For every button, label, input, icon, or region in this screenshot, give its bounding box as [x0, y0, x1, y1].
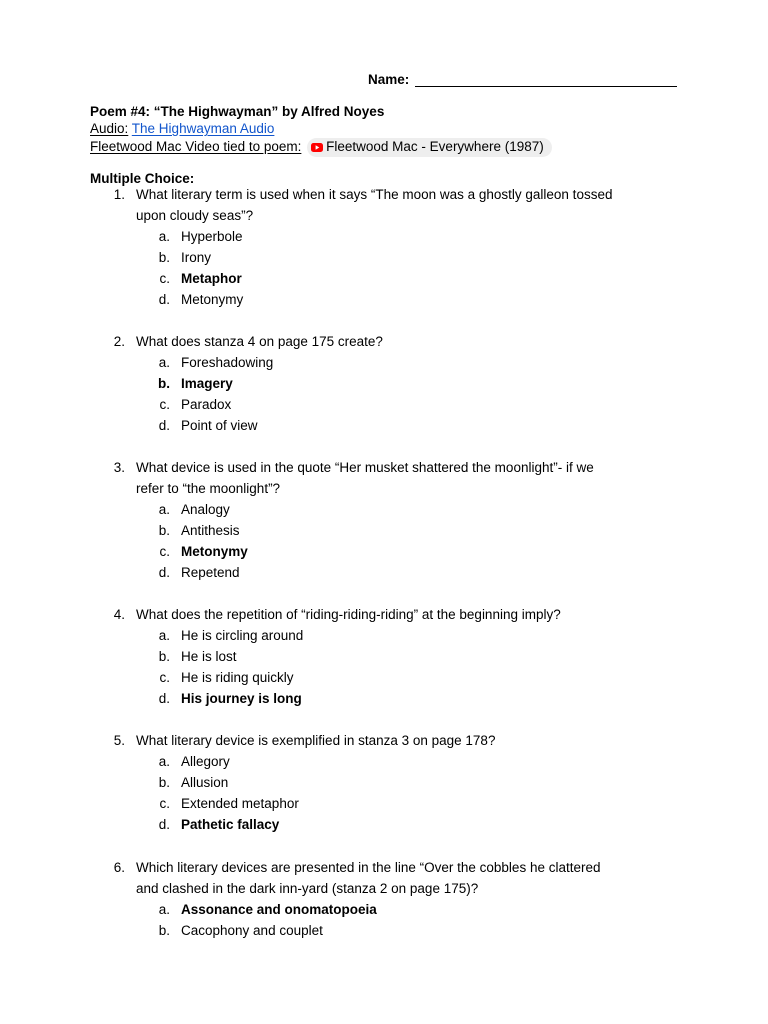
- option-text-answer: Pathetic fallacy: [181, 817, 280, 832]
- question-text: Which literary devices are presented in the line “Over the cobbles he clattered: [136, 860, 601, 875]
- option-letter: c.: [159, 670, 170, 685]
- video-line: [90, 138, 552, 157]
- video-chip-label: Fleetwood Mac - Everywhere (1987): [326, 139, 544, 154]
- video-label: Fleetwood Mac Video tied to poem:: [90, 139, 302, 154]
- question-number: 4.: [113, 607, 125, 622]
- option-text: Paradox: [181, 397, 232, 412]
- section-title: Multiple Choice:: [90, 171, 195, 186]
- question-text: What does stanza 4 on page 175 create?: [136, 334, 383, 349]
- option-letter: d.: [158, 418, 170, 433]
- question-text: and clashed in the dark inn-yard (stanza 2 on page 175)?: [136, 881, 479, 896]
- question-text: What literary term is used when it says “The moon was a ghostly galleon tossed: [136, 187, 613, 202]
- option-letter: a.: [158, 754, 170, 769]
- option-letter: c.: [159, 271, 170, 286]
- name-blank-line[interactable]: [415, 73, 677, 87]
- option-text: Metonymy: [181, 292, 244, 307]
- option-text: Foreshadowing: [181, 355, 274, 370]
- youtube-icon: [311, 141, 323, 155]
- audio-link[interactable]: The Highwayman Audio: [131, 121, 275, 136]
- option-text: He is circling around: [181, 628, 304, 643]
- question-number: 5.: [113, 733, 125, 748]
- option-letter: b.: [158, 923, 170, 938]
- option-letter: c.: [159, 544, 170, 559]
- question-number: 1.: [113, 187, 125, 202]
- option-letter: d.: [158, 292, 170, 307]
- question-text: What does the repetition of “riding-riding-riding” at the beginning imply?: [136, 607, 561, 622]
- name-label: Name:: [368, 72, 410, 87]
- option-letter: a.: [158, 902, 170, 917]
- option-letter: b.: [158, 649, 170, 664]
- question-text: refer to “the moonlight”?: [136, 481, 281, 496]
- option-letter: c.: [159, 397, 170, 412]
- option-text: Point of view: [181, 418, 258, 433]
- option-letter: a.: [158, 355, 170, 370]
- question-number: 3.: [113, 460, 125, 475]
- option-text-answer: Metaphor: [181, 271, 242, 286]
- poem-title: Poem #4: “The Highwayman” by Alfred Noyes: [90, 104, 385, 119]
- option-text: Antithesis: [181, 523, 240, 538]
- option-text: Repetend: [181, 565, 240, 580]
- option-text: Extended metaphor: [181, 796, 299, 811]
- option-text: He is lost: [181, 649, 237, 664]
- audio-label: Audio:: [90, 121, 129, 136]
- question-number: 2.: [113, 334, 125, 349]
- question-text: upon cloudy seas”?: [136, 208, 254, 223]
- option-text: Hyperbole: [181, 229, 243, 244]
- question-text: What device is used in the quote “Her musket shattered the moonlight”- if we: [136, 460, 594, 475]
- option-letter: a.: [158, 502, 170, 517]
- option-text: He is riding quickly: [181, 670, 294, 685]
- option-letter: b.: [158, 250, 170, 265]
- option-letter: b.: [158, 523, 170, 538]
- option-text: Cacophony and couplet: [181, 923, 323, 938]
- name-field[interactable]: [368, 73, 677, 87]
- option-text-answer: His journey is long: [181, 691, 302, 706]
- option-letter: d.: [158, 817, 170, 832]
- option-text: Allegory: [181, 754, 230, 769]
- option-letter: d.: [158, 691, 170, 706]
- option-text-answer: Metonymy: [181, 544, 248, 559]
- video-chip[interactable]: [307, 138, 552, 157]
- option-letter: a.: [158, 229, 170, 244]
- option-letter: a.: [158, 628, 170, 643]
- question-text: What literary device is exemplified in stanza 3 on page 178?: [136, 733, 496, 748]
- option-letter: d.: [158, 565, 170, 580]
- option-text: Analogy: [181, 502, 230, 517]
- option-text: Allusion: [181, 775, 229, 790]
- option-text-answer: Imagery: [181, 376, 233, 391]
- option-letter: b.: [158, 376, 170, 391]
- option-letter: c.: [159, 796, 170, 811]
- option-text: Irony: [181, 250, 212, 265]
- option-text-answer: Assonance and onomatopoeia: [181, 902, 377, 917]
- question-number: 6.: [113, 860, 125, 875]
- option-letter: b.: [158, 775, 170, 790]
- audio-line: [90, 122, 274, 136]
